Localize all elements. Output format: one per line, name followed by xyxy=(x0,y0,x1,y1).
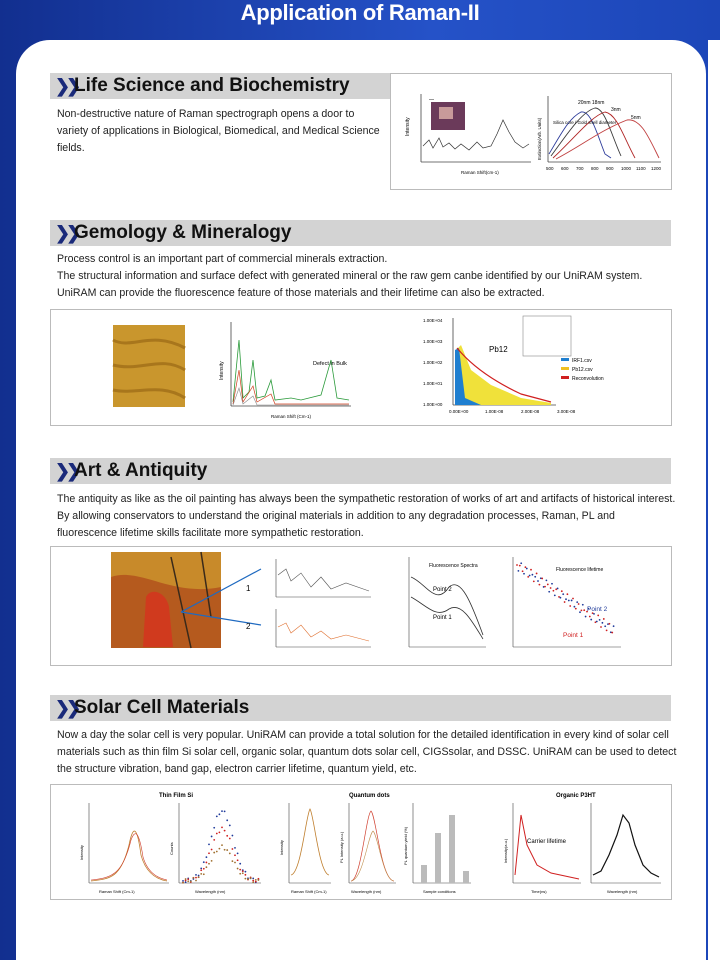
annotation: 5nm xyxy=(631,115,641,121)
scatter-point xyxy=(567,593,569,595)
axis-label: Time(ns) xyxy=(531,889,547,894)
scatter-point xyxy=(229,825,231,827)
scatter-point xyxy=(219,813,221,815)
scatter-point xyxy=(582,604,584,606)
scatter-point xyxy=(182,880,184,882)
y-tick-label: 1.00E+02 xyxy=(423,360,443,365)
x-tick-label: 0.00E+00 xyxy=(449,409,469,414)
scatter-point xyxy=(258,879,260,881)
legend-label: IRF1.csv xyxy=(572,358,592,364)
x-tick-label: 1200 xyxy=(651,166,662,171)
figure-life-science xyxy=(390,73,672,190)
solar-charts xyxy=(51,785,671,899)
axis-label: Wavelength (nm) xyxy=(351,889,382,894)
series-label: Point 2 xyxy=(587,606,608,613)
legend-label: Reconvolution xyxy=(572,376,604,382)
scatter-point xyxy=(195,877,197,879)
scatter-point xyxy=(548,591,550,593)
axis-label: PL quantum yield (%) xyxy=(403,826,408,865)
x-tick-labels xyxy=(546,166,662,171)
scatter-point xyxy=(232,835,234,837)
scatter-point xyxy=(532,574,534,576)
scatter-point xyxy=(221,844,223,846)
scatter-points xyxy=(182,810,259,883)
scatter-point xyxy=(554,594,556,596)
annotation: Carrier lifetime xyxy=(527,839,567,845)
paragraph: The structural information and surface defect with generated mineral or the raw gem canbe identified by our UniRAM system. UniRAM can provide the fluorescence feature of those materials and their lifetime can also be extracted. xyxy=(57,270,643,299)
scatter-point xyxy=(200,869,202,871)
scatter-point xyxy=(553,590,555,592)
scatter-point xyxy=(216,851,218,853)
scatter-point xyxy=(226,849,228,851)
scatter-point xyxy=(213,827,215,829)
double-chevron-icon: ❯❯ xyxy=(55,461,78,481)
scatter-point xyxy=(533,580,535,582)
scatter-point xyxy=(604,625,606,627)
axis-label: Wavelength (nm) xyxy=(607,889,638,894)
scatter-point xyxy=(211,849,213,851)
scatter-point xyxy=(187,880,189,882)
scatter-point xyxy=(611,632,613,634)
section-header-gemology xyxy=(50,220,671,246)
legend-swatch xyxy=(561,376,569,379)
section-title: Gemology & Mineralogy xyxy=(74,222,292,243)
scatter-point xyxy=(597,615,599,617)
scatter-point xyxy=(579,611,581,613)
axis-label: Counts xyxy=(169,842,174,855)
scatter-point xyxy=(185,881,187,883)
scatter-point xyxy=(203,861,205,863)
section-body-art: The antiquity as like as the oil painting has always been the sympathetic restoration of works of art and artifacts of historical interest. By allowing conservators to understand the original materials in addition to any degradation processes, Raman, PL and fluorescence lifetime skills facilitate more sympathetic restoration. xyxy=(57,493,676,539)
section-body-life-science: Non-destructive nature of Raman spectrograph opens a door to variety of applications in Biological, Biomedical, and Medical Science fields. xyxy=(57,108,380,154)
scatter-point xyxy=(526,568,528,570)
life-science-charts xyxy=(391,74,671,189)
x-tick-label: 1100 xyxy=(636,166,646,171)
chart-title: Quantum dots xyxy=(349,793,390,799)
scatter-point xyxy=(589,616,591,618)
scatter-point xyxy=(219,848,221,850)
scatter-point xyxy=(606,629,608,631)
scatter-point xyxy=(245,874,247,876)
scatter-point xyxy=(529,575,531,577)
scatter-point xyxy=(578,603,580,605)
scatter-point xyxy=(602,622,604,624)
scatter-point xyxy=(216,833,218,835)
figure-gemology xyxy=(50,309,672,426)
scatter-point xyxy=(525,566,527,568)
scatter-point xyxy=(224,849,226,851)
scatter-point xyxy=(572,598,574,600)
scatter-point xyxy=(229,853,231,855)
x-tick-label: 900 xyxy=(606,166,614,171)
scatter-point xyxy=(239,863,241,865)
scatter-point xyxy=(522,570,524,572)
scatter-point xyxy=(518,570,520,572)
scatter-point xyxy=(252,877,254,879)
scatter-point xyxy=(571,600,573,602)
axis-label: Raman Shift (Cm-1) xyxy=(291,889,327,894)
paragraph: Process control is an important part of commercial minerals extraction. xyxy=(57,253,388,265)
annotation: Defect in Bulk xyxy=(313,361,347,367)
scatter-point xyxy=(537,580,539,582)
scatter-point xyxy=(219,831,221,833)
chart-title: Organic P3HT xyxy=(556,793,596,799)
scatter-point xyxy=(234,862,236,864)
scatter-point xyxy=(224,830,226,832)
scatter-point xyxy=(539,584,541,586)
scatter-point xyxy=(581,609,583,611)
axis-label: Raman Shift (Cm-1) xyxy=(271,414,312,419)
scatter-point xyxy=(247,878,249,880)
figure-art xyxy=(50,546,672,666)
scatter-point xyxy=(198,876,200,878)
scatter-point xyxy=(206,856,208,858)
scatter-point xyxy=(224,810,226,812)
scatter-point xyxy=(599,619,601,621)
annotation: Silica core / Gold shell diameter xyxy=(553,120,617,125)
legend-label: Pb12.csv xyxy=(572,367,593,373)
scatter-point xyxy=(250,877,252,879)
scatter-point xyxy=(203,868,205,870)
axis-label: Extinction(Arb. Units) xyxy=(537,117,542,160)
scatter-point xyxy=(613,625,615,627)
scatter-point xyxy=(546,580,548,582)
y-tick-label: 1.00E+03 xyxy=(423,339,443,344)
legend-swatch xyxy=(561,358,569,361)
art-charts xyxy=(51,547,671,665)
axis-label: Wavelength (nm) xyxy=(195,889,226,894)
gemology-charts xyxy=(51,310,671,425)
annotation: 20nm 18nm xyxy=(578,100,605,106)
axis-label: Raman Shift (Cm-1) xyxy=(99,889,135,894)
section-header-art xyxy=(50,458,671,484)
scatter-point xyxy=(255,881,257,883)
scatter-point xyxy=(216,815,218,817)
scatter-point xyxy=(557,588,559,590)
marker-label: 2 xyxy=(246,622,251,631)
scatter-point xyxy=(596,621,598,623)
scatter-point xyxy=(198,875,200,877)
scatter-point xyxy=(565,598,567,600)
scatter-point xyxy=(516,564,518,566)
scatter-point xyxy=(187,878,189,880)
scatter-point xyxy=(568,600,570,602)
double-chevron-icon: ❯❯ xyxy=(55,698,78,718)
scatter-point xyxy=(203,873,205,875)
axis-label: Intensity xyxy=(79,845,84,860)
scatter-point xyxy=(208,863,210,865)
axis-label: PL Intensity (a.u.) xyxy=(339,831,344,863)
scatter-point xyxy=(237,868,239,870)
scatter-point xyxy=(574,606,576,608)
chart-title: Fluorescence lifetime xyxy=(556,567,604,573)
scatter-point xyxy=(195,880,197,882)
scatter-point xyxy=(195,874,197,876)
y-tick-label: 1.00E+00 xyxy=(423,402,443,407)
section-body-gemology xyxy=(57,251,677,302)
scatter-point xyxy=(242,870,244,872)
scatter-point xyxy=(569,605,571,607)
scatter-point xyxy=(232,848,234,850)
annotation: Pb12 xyxy=(489,345,508,354)
scatter-point xyxy=(536,573,538,575)
scatter-point xyxy=(208,852,210,854)
scatter-point xyxy=(551,583,553,585)
scatter-point xyxy=(541,578,543,580)
scatter-point xyxy=(221,826,223,828)
scatter-point xyxy=(593,613,595,615)
scatter-point xyxy=(245,871,247,873)
scatter-point xyxy=(208,843,210,845)
axis-label: Intensity xyxy=(405,117,411,136)
scatter-point xyxy=(520,562,522,564)
scatter-point xyxy=(213,852,215,854)
section-header-solar xyxy=(50,695,671,721)
scatter-point xyxy=(523,573,525,575)
page-title: Application of Raman-II xyxy=(240,0,480,25)
scatter-point xyxy=(239,869,241,871)
scatter-point xyxy=(519,565,521,567)
section-title: Solar Cell Materials xyxy=(74,697,250,718)
scatter-point xyxy=(221,810,223,812)
annotation: 3nm xyxy=(611,107,621,113)
scatter-point xyxy=(185,878,187,880)
scatter-point xyxy=(242,872,244,874)
series-label: Point 2 xyxy=(433,587,452,593)
scatter-point xyxy=(211,860,213,862)
x-tick-label: 500 xyxy=(546,166,554,171)
y-tick-label: 1.00E+01 xyxy=(423,381,443,386)
y-tick-label: 1.00E+04 xyxy=(423,318,443,323)
scatter-point xyxy=(603,618,605,620)
scatter-point xyxy=(527,576,529,578)
scatter-point xyxy=(252,880,254,882)
axis-label: Raman Shift(cm-1) xyxy=(461,170,499,175)
scatter-point xyxy=(206,862,208,864)
scatter-point xyxy=(200,868,202,870)
scatter-point xyxy=(561,590,563,592)
x-tick-label: 800 xyxy=(591,166,599,171)
scatter-point xyxy=(237,853,239,855)
scatter-point xyxy=(547,584,549,586)
scatter-point xyxy=(544,586,546,588)
marker-label: 1 xyxy=(246,584,251,593)
scatter-point xyxy=(206,866,208,868)
scatter-point xyxy=(245,878,247,880)
axis-label: Intensity xyxy=(279,840,284,855)
double-chevron-icon: ❯❯ xyxy=(55,223,78,243)
scatter-point xyxy=(237,859,239,861)
x-tick-labels xyxy=(449,409,576,414)
section-title: Life Science and Biochemistry xyxy=(74,75,350,96)
scatter-point xyxy=(234,854,236,856)
scatter-point xyxy=(213,839,215,841)
scatter-point xyxy=(576,601,578,603)
sheet-edge xyxy=(708,40,720,960)
axis-label: Intensity(a.u.) xyxy=(503,838,508,863)
scatter-point xyxy=(590,619,592,621)
series-label: Point 1 xyxy=(563,632,584,639)
x-tick-label: 600 xyxy=(561,166,569,171)
scatter-point xyxy=(182,882,184,884)
scatter-point xyxy=(609,623,611,625)
legend-swatch xyxy=(561,367,569,370)
scatter-point xyxy=(252,881,254,883)
scatter-point xyxy=(200,873,202,875)
x-tick-label: 700 xyxy=(576,166,584,171)
figure-solar xyxy=(50,784,672,900)
axis-label: Sample conditions xyxy=(423,889,456,894)
y-tick-labels xyxy=(423,318,443,407)
section-title: Art & Antiquity xyxy=(74,460,208,481)
scatter-point xyxy=(226,835,228,837)
series-label: Point 1 xyxy=(433,615,452,621)
axis-label: Intensity xyxy=(219,361,225,380)
scatter-point xyxy=(234,847,236,849)
scatter-point xyxy=(530,569,532,571)
scatter-point xyxy=(190,880,192,882)
scatter-point xyxy=(562,593,564,595)
scatter-point xyxy=(600,626,602,628)
scatter-point xyxy=(232,860,234,862)
scatter-point xyxy=(229,838,231,840)
legend xyxy=(561,358,604,382)
chart-title: Fluorescence Spectra xyxy=(429,563,478,569)
x-tick-label: 1000 xyxy=(621,166,632,171)
scatter-point xyxy=(239,873,241,875)
scatter-point xyxy=(193,877,195,879)
scatter-point xyxy=(583,609,585,611)
chart-title: Thin Film Si xyxy=(159,793,193,799)
scatter-point xyxy=(585,616,587,618)
scatter-point xyxy=(575,608,577,610)
scatter-point xyxy=(560,597,562,599)
scatter-point xyxy=(255,879,257,881)
scatter-point xyxy=(226,819,228,821)
scatter-point xyxy=(211,836,213,838)
x-tick-label: 1.00E-08 xyxy=(485,409,504,414)
scatter-point xyxy=(564,601,566,603)
x-tick-label: 2.00E-08 xyxy=(521,409,540,414)
scatter-point xyxy=(534,576,536,578)
section-body-solar: Now a day the solar cell is very popular. UniRAM can provide a total solution for the detailed identification in every kind of solar cell materials such as thin film Si solar cell, organic solar, quantum dots solar cell, CIGSsolar, and DSSC. UniRAM can be used to detect the structure vibration, band gap, electron carrier lifetime, quantum yield, etc. xyxy=(57,729,677,775)
x-tick-label: 3.00E-08 xyxy=(557,409,576,414)
double-chevron-icon: ❯❯ xyxy=(55,76,78,96)
scatter-point xyxy=(550,587,552,589)
